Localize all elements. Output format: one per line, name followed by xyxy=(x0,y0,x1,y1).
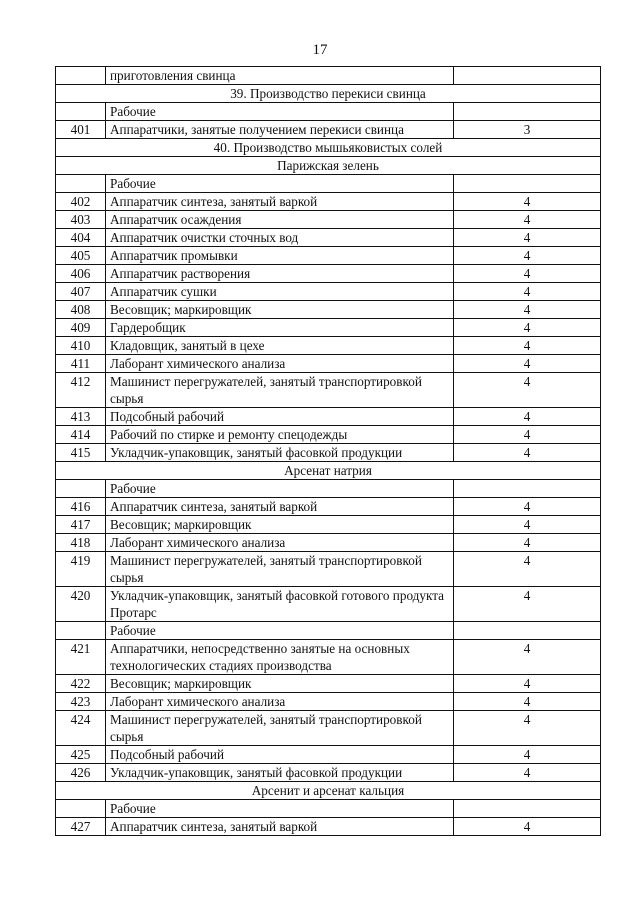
category-value: 4 xyxy=(454,711,601,746)
table-row xyxy=(56,640,601,675)
subsection-row xyxy=(56,782,601,800)
table-row xyxy=(56,373,601,408)
item-number: 418 xyxy=(56,534,106,552)
subsection-title: Арсенат натрия xyxy=(56,462,601,480)
occupation-name: Аппаратчик синтеза, занятый варкой xyxy=(106,498,454,516)
item-number: 427 xyxy=(56,818,106,836)
item-number: 402 xyxy=(56,193,106,211)
occupation-name: приготовления свинца xyxy=(106,67,454,85)
table-row xyxy=(56,193,601,211)
item-number: 424 xyxy=(56,711,106,746)
occupation-name: Машинист перегружателей, занятый транспортировкой сырья xyxy=(106,711,454,746)
occupation-name: Весовщик; маркировщик xyxy=(106,301,454,319)
category-value: 4 xyxy=(454,337,601,355)
category-value: 4 xyxy=(454,373,601,408)
occupation-name: Рабочие xyxy=(106,622,454,640)
table-body xyxy=(56,67,601,836)
occupation-name: Рабочий по стирке и ремонту спецодежды xyxy=(106,426,454,444)
item-number: 405 xyxy=(56,247,106,265)
section-title: 40. Производство мышьяковистых солей xyxy=(56,139,601,157)
occupation-name: Аппаратчик сушки xyxy=(106,283,454,301)
item-number xyxy=(56,622,106,640)
occupation-name: Аппаратчик синтеза, занятый варкой xyxy=(106,818,454,836)
item-number: 408 xyxy=(56,301,106,319)
table-row xyxy=(56,534,601,552)
table-row xyxy=(56,444,601,462)
item-number xyxy=(56,67,106,85)
category-value: 4 xyxy=(454,516,601,534)
item-number xyxy=(56,175,106,193)
item-number xyxy=(56,480,106,498)
label-row xyxy=(56,800,601,818)
occupation-name: Весовщик; маркировщик xyxy=(106,516,454,534)
table-row xyxy=(56,211,601,229)
table-row xyxy=(56,693,601,711)
category-value: 4 xyxy=(454,764,601,782)
category-value: 4 xyxy=(454,193,601,211)
item-number: 410 xyxy=(56,337,106,355)
category-value: 4 xyxy=(454,211,601,229)
table-row xyxy=(56,552,601,587)
occupation-name: Машинист перегружателей, занятый транспортировкой сырья xyxy=(106,373,454,408)
category-value: 4 xyxy=(454,283,601,301)
item-number: 407 xyxy=(56,283,106,301)
occupation-name: Укладчик-упаковщик, занятый фасовкой готового продукта Протарс xyxy=(106,587,454,622)
category-value: 4 xyxy=(454,675,601,693)
table-row xyxy=(56,764,601,782)
category-value: 4 xyxy=(454,693,601,711)
item-number: 420 xyxy=(56,587,106,622)
table-row xyxy=(56,265,601,283)
table-row xyxy=(56,818,601,836)
section-title: 39. Производство перекиси свинца xyxy=(56,85,601,103)
item-number: 404 xyxy=(56,229,106,247)
occupation-name: Рабочие xyxy=(106,800,454,818)
category-value: 4 xyxy=(454,746,601,764)
category-value: 4 xyxy=(454,319,601,337)
table-row xyxy=(56,229,601,247)
occupation-name: Подсобный рабочий xyxy=(106,408,454,426)
table-row xyxy=(56,247,601,265)
item-number: 401 xyxy=(56,121,106,139)
table-row xyxy=(56,516,601,534)
item-number: 413 xyxy=(56,408,106,426)
label-row xyxy=(56,175,601,193)
item-number: 411 xyxy=(56,355,106,373)
occupation-name: Аппаратчик осаждения xyxy=(106,211,454,229)
occupation-name: Машинист перегружателей, занятый транспортировкой сырья xyxy=(106,552,454,587)
occupation-name: Аппаратчик очистки сточных вод xyxy=(106,229,454,247)
category-value xyxy=(454,800,601,818)
category-value xyxy=(454,622,601,640)
category-value xyxy=(454,175,601,193)
item-number: 406 xyxy=(56,265,106,283)
category-value: 4 xyxy=(454,408,601,426)
section-row xyxy=(56,139,601,157)
category-value: 4 xyxy=(454,587,601,622)
item-number: 409 xyxy=(56,319,106,337)
occupation-name: Аппаратчики, непосредственно занятые на основных технологических стадиях производства xyxy=(106,640,454,675)
category-value: 4 xyxy=(454,301,601,319)
occupation-name: Аппаратчик промывки xyxy=(106,247,454,265)
item-number: 415 xyxy=(56,444,106,462)
item-number: 423 xyxy=(56,693,106,711)
category-value: 4 xyxy=(454,355,601,373)
category-value: 4 xyxy=(454,498,601,516)
category-value: 4 xyxy=(454,229,601,247)
label-row xyxy=(56,103,601,121)
category-value: 4 xyxy=(454,247,601,265)
table-row xyxy=(56,319,601,337)
subsection-row xyxy=(56,157,601,175)
occupation-name: Лаборант химического анализа xyxy=(106,534,454,552)
table-row xyxy=(56,301,601,319)
occupation-name: Рабочие xyxy=(106,480,454,498)
table-row xyxy=(56,283,601,301)
table-row xyxy=(56,587,601,622)
item-number: 416 xyxy=(56,498,106,516)
table-row xyxy=(56,426,601,444)
occupation-name: Укладчик-упаковщик, занятый фасовкой продукции xyxy=(106,764,454,782)
label-row xyxy=(56,67,601,85)
item-number: 426 xyxy=(56,764,106,782)
category-value: 4 xyxy=(454,426,601,444)
label-row xyxy=(56,480,601,498)
page-number: 17 xyxy=(312,42,328,58)
occupation-name: Лаборант химического анализа xyxy=(106,355,454,373)
table-row xyxy=(56,408,601,426)
item-number: 412 xyxy=(56,373,106,408)
table-row xyxy=(56,498,601,516)
item-number: 419 xyxy=(56,552,106,587)
item-number xyxy=(56,800,106,818)
section-row xyxy=(56,85,601,103)
item-number: 425 xyxy=(56,746,106,764)
category-value: 4 xyxy=(454,444,601,462)
occupation-name: Рабочие xyxy=(106,103,454,121)
item-number: 403 xyxy=(56,211,106,229)
item-number: 421 xyxy=(56,640,106,675)
category-value xyxy=(454,103,601,121)
table-row xyxy=(56,675,601,693)
table-row xyxy=(56,337,601,355)
occupation-name: Аппаратчик растворения xyxy=(106,265,454,283)
occupation-name: Рабочие xyxy=(106,175,454,193)
label-row xyxy=(56,622,601,640)
item-number: 422 xyxy=(56,675,106,693)
occupation-name: Укладчик-упаковщик, занятый фасовкой продукции xyxy=(106,444,454,462)
item-number xyxy=(56,103,106,121)
occupation-name: Аппаратчик синтеза, занятый варкой xyxy=(106,193,454,211)
occupation-name: Аппаратчики, занятые получением перекиси свинца xyxy=(106,121,454,139)
occupation-name: Лаборант химического анализа xyxy=(106,693,454,711)
table-row xyxy=(56,121,601,139)
category-value xyxy=(454,67,601,85)
occupation-name: Подсобный рабочий xyxy=(106,746,454,764)
category-value: 4 xyxy=(454,534,601,552)
category-value: 4 xyxy=(454,818,601,836)
category-value: 4 xyxy=(454,552,601,587)
category-value: 3 xyxy=(454,121,601,139)
subsection-title: Арсенит и арсенат кальция xyxy=(56,782,601,800)
category-value xyxy=(454,480,601,498)
occupation-name: Весовщик; маркировщик xyxy=(106,675,454,693)
table-row xyxy=(56,746,601,764)
item-number: 417 xyxy=(56,516,106,534)
item-number: 414 xyxy=(56,426,106,444)
occupations-table xyxy=(55,66,601,836)
category-value: 4 xyxy=(454,640,601,675)
table-row xyxy=(56,711,601,746)
occupation-name: Кладовщик, занятый в цехе xyxy=(106,337,454,355)
table-row xyxy=(56,355,601,373)
subsection-row xyxy=(56,462,601,480)
category-value: 4 xyxy=(454,265,601,283)
occupation-name: Гардеробщик xyxy=(106,319,454,337)
subsection-title: Парижская зелень xyxy=(56,157,601,175)
